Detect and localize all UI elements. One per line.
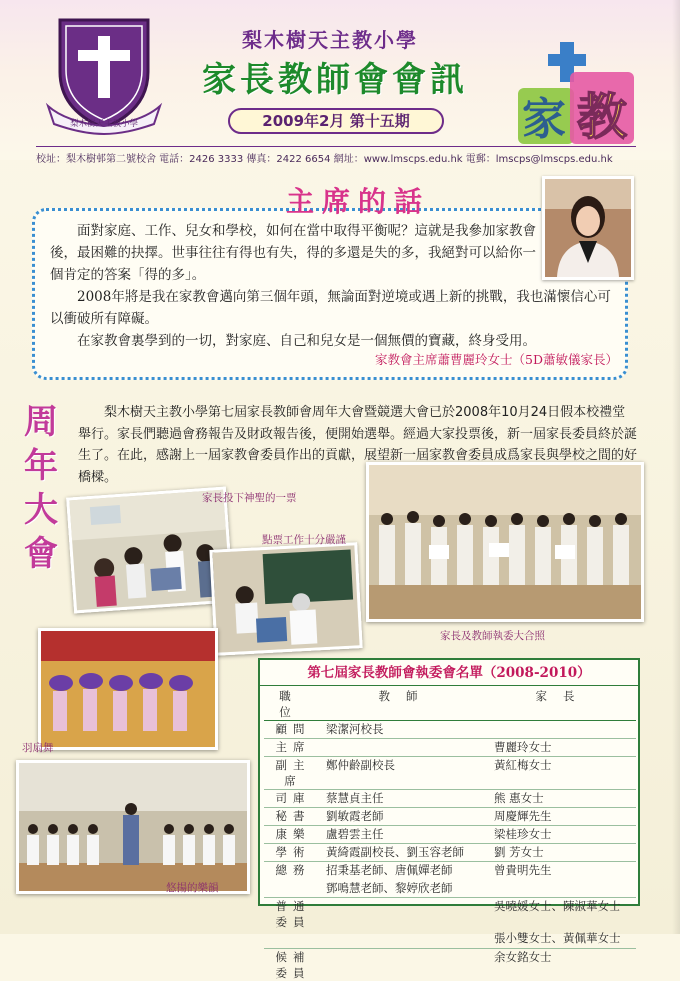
table-row: [264, 757, 636, 790]
photo-music: [16, 760, 250, 894]
table-row: [264, 880, 636, 898]
cell-teacher: 盧碧雲主任: [322, 826, 490, 844]
cell-parent: [490, 880, 636, 898]
cell-position: 學術: [264, 844, 322, 862]
cell-parent: 周慶輝先生: [490, 808, 636, 826]
cell-position: 主席: [264, 739, 322, 757]
cell-parent: 劉 芳女士: [490, 844, 636, 862]
school-crest-logo: [46, 10, 162, 134]
issue-badge: 2009年2月 第十五期: [228, 108, 444, 134]
cell-parent: 曾貴明先生: [494, 863, 552, 877]
side-title-char: 周: [24, 402, 58, 442]
cell-teacher: [322, 739, 490, 757]
table-row: [264, 721, 636, 739]
side-title-char: 會: [24, 534, 58, 574]
cell-teacher: [322, 930, 490, 948]
committee-table: [264, 688, 636, 981]
caption-music: 悠揚的樂韻: [166, 882, 219, 894]
chairman-paragraph-1: 面對家庭、工作、兒女和學校，如何在當中取得平衡呢？這就是我參加家教會後，最困難的抉擇。世事往往有得也有失，得的多還是失的多，我絕對可以給你一個肯定的答案「得的多」。: [50, 223, 536, 283]
cell-position: 副主席: [264, 757, 322, 790]
caption-group: 家長及教師執委大合照: [440, 630, 545, 642]
header-teacher: 教師: [322, 688, 490, 721]
chairman-text: [50, 220, 611, 352]
table-row: [264, 930, 636, 948]
table-row: [264, 898, 636, 931]
side-title-char: 大: [24, 490, 58, 530]
cell-teacher: 蔡慧貞主任: [322, 790, 490, 808]
cell-teacher: 梁潔河校長: [322, 721, 490, 739]
table-row: [264, 844, 636, 862]
cell-teacher: 招秉基老師、唐佩嬋老師: [326, 863, 453, 877]
pta-logo: [512, 38, 640, 150]
cell-position: 司庫: [264, 790, 322, 808]
header-parent: 家長: [490, 688, 636, 721]
pta-logo-char-2: 教: [577, 87, 627, 146]
cell-teacher: 鄭仲齡副校長: [322, 757, 490, 790]
side-title-char: 年: [24, 446, 58, 486]
cell-teacher: 黃綺霞副校長、劉玉容老師: [322, 844, 490, 862]
cell-parent: 熊 惠女士: [490, 790, 636, 808]
committee-list: [258, 658, 640, 980]
cell-parent: 余女銘女士: [494, 949, 552, 964]
table-row: [264, 948, 636, 981]
cell-teacher: 鄧鳴慧老師、黎婷欣老師: [322, 880, 490, 898]
cell-parent: [490, 721, 636, 739]
table-row: [264, 790, 636, 808]
chairman-paragraph-3: 在家教會裏學到的一切，對家庭、自己和兒女是一個無價的寶藏，終身受用。: [77, 333, 536, 349]
chairman-signature: 家教會主席蕭曹麗玲女士（5D蕭敏儀家長）: [375, 352, 618, 367]
photo-counting: [209, 542, 362, 656]
cell-position: 普通委員: [275, 899, 311, 929]
cell-parent: 張小雙女士、黃佩華女士: [490, 930, 636, 948]
cell-position: [264, 880, 322, 898]
cell-position: 秘書: [264, 808, 322, 826]
table-row: [264, 739, 636, 757]
school-name: 梨木樹天主教小學: [242, 28, 418, 52]
cell-parent: 曹麗玲女士: [490, 739, 636, 757]
chairman-heading: 主席的話: [285, 185, 430, 218]
cell-position: [264, 930, 322, 948]
cell-position: 候補委員: [275, 949, 311, 980]
cell-teacher: 劉敏霞老師: [322, 808, 490, 826]
pta-logo-char-1: 家: [522, 94, 566, 145]
scan-edge-shadow: [672, 0, 680, 934]
crest-caption: 梨木樹天主教小學: [69, 119, 139, 129]
cell-parent: 吳曉媛女士、陳淑華女士: [494, 899, 621, 913]
caption-counting: 點票工作十分嚴謹: [262, 534, 346, 546]
photo-fan-dance: [38, 628, 218, 750]
annual-meeting-body: 梨木樹天主教小學第七屆家長教師會周年大會暨競選大會已於2008年10月24日假本校禮堂舉行。家長們聽過會務報告及財政報告後，便開始選舉。經過大家投票後，新一屆家長委員終於誕生了。在此，感謝上一屆家教會委員作出的貢獻，展望新一屆家教會委員成爲家長與學校之間的好橋樑。: [78, 405, 638, 485]
cell-position: 康樂: [264, 826, 322, 844]
chairman-paragraph-2: 2008年將是我在家教會邁向第三個年頭，無論面對逆境或遇上新的挑戰，我也滿懷信心可以衝破所有障礙。: [50, 289, 611, 327]
newsletter-title: 家長教師會會訊: [202, 60, 468, 100]
table-row: [264, 808, 636, 826]
committee-title: 第七屆家長教師會執委會名單（2008-2010）: [260, 660, 638, 686]
cell-position: 總務: [275, 863, 311, 877]
chairman-photo: [542, 176, 634, 280]
photo-group: [366, 462, 644, 622]
school-address-line: 校址：梨木樹邨第二號校舍 電話：2426 3333 傳真：2422 6654 網址：www.lmscps.edu.hk 電郵：lmscps@lmscps.edu.hk: [36, 146, 636, 165]
cell-parent: 梁桂珍女士: [490, 826, 636, 844]
table-row: [264, 826, 636, 844]
caption-fan-dance: 羽扇舞: [22, 742, 54, 754]
cell-position: 顧問: [264, 721, 322, 739]
cell-teacher: [322, 948, 490, 981]
header-position: 職位: [264, 688, 322, 721]
caption-voting: 家長投下神聖的一票: [202, 492, 297, 504]
cell-teacher: [322, 898, 490, 931]
table-row: [264, 862, 636, 880]
annual-meeting-side-title: [18, 400, 64, 576]
cell-parent: 黃紅梅女士: [490, 757, 636, 790]
